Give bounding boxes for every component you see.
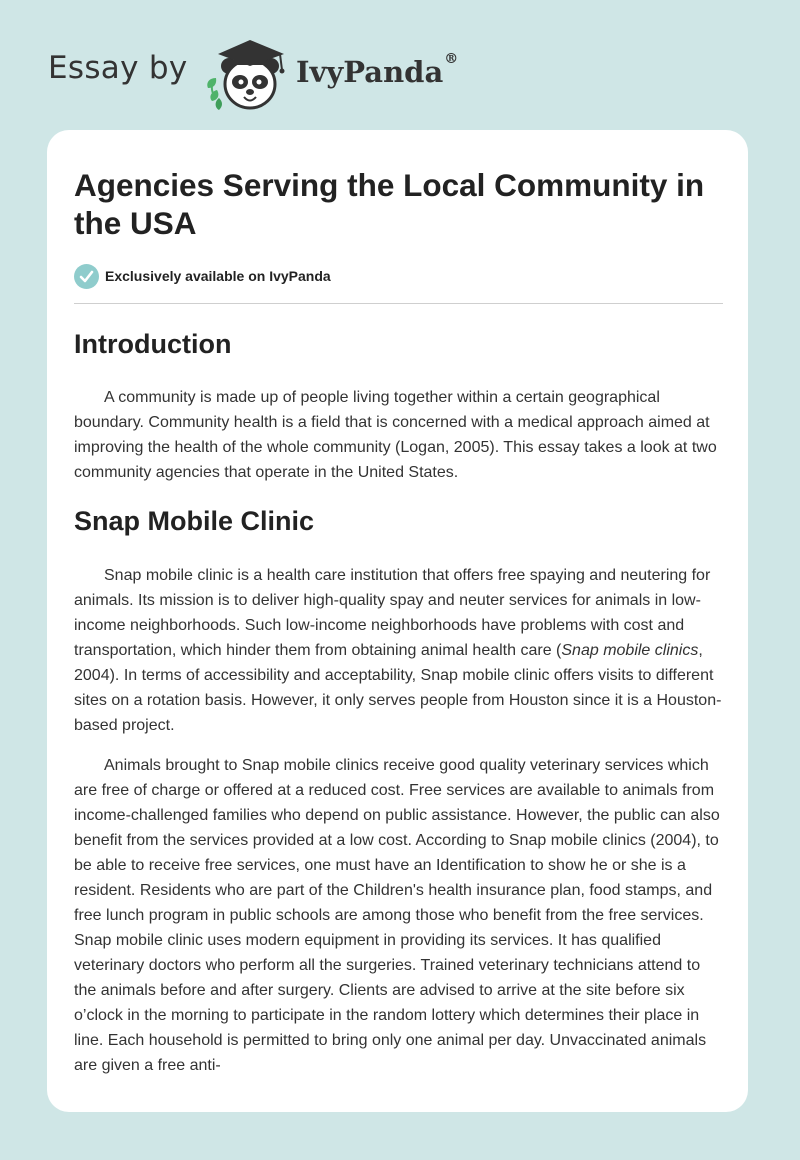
paragraph-introduction: A community is made up of people living together within a certain geographical boundary. Community health is a field that is concerned with a medical approach aimed at improving the health of the whole community (Logan, 2005). This essay takes a look at two community agencies that operate in the United States. [74, 389, 717, 481]
check-icon [74, 264, 99, 289]
section-heading-introduction: Introduction [74, 329, 232, 359]
title-divider [74, 303, 723, 304]
essay-title: Agencies Serving the Local Community in the USA [74, 167, 705, 241]
paragraph-snap-1 [74, 563, 724, 738]
paragraph-snap-1-text-b: , 2004). In terms of accessibility and acceptability, Snap mobile clinic offers visits to different sites on a rotation basis. However, it only serves people from Houston since it is a Houston-based project. [74, 642, 722, 734]
exclusive-label: Exclusively available on IvyPanda [105, 268, 331, 284]
section-heading-snap-mobile-clinic: Snap Mobile Clinic [74, 506, 315, 536]
citation-italic: Snap mobile clinics [561, 642, 699, 659]
paragraph-snap-2: Animals brought to Snap mobile clinics receive good quality veterinary services which are free of charge or offered at a reduced cost. Free services are available to animals from income-challenged families who depend on public assistance. However, the public can also benefit from the services provided at a low cost. According to Snap mobile clinics (2004), to be able to receive free services, one must have an Identification to show he or she is a resident. Residents who are part of the Children's health insurance plan, food stamps, and free lunch program in public schools are among those who benefit from the free services. Snap mobile clinic uses modern equipment in providing its services. It has qualified veterinary doctors who perform all the surgeries. Trained veterinary technicians attend to the animals before and after surgery. Clients are advised to arrive at the site before six o’clock in the morning to participate in the random lottery which determines their place in line. Each household is permitted to bring only one animal per day. Unvaccinated animals are given a free anti- [74, 757, 720, 1074]
brand-name[interactable] [296, 51, 459, 89]
essay-card [47, 130, 748, 1112]
exclusive-badge [74, 263, 331, 289]
site-header [0, 0, 800, 130]
brand-name-text: IvyPanda [296, 55, 444, 89]
essay-by-label: Essay by [48, 50, 188, 86]
registered-mark: ® [444, 51, 459, 67]
panda-logo-icon[interactable] [200, 34, 292, 112]
paragraph-snap-1-text-a: Snap mobile clinic is a health care institution that offers free spaying and neutering for animals. Its mission is to deliver high-quality spay and neuter services for animals in low-income neighborhoods. Such low-income neighborhoods have problems with cost and transportation, which hinder them from obtaining animal health care ( [74, 567, 711, 659]
